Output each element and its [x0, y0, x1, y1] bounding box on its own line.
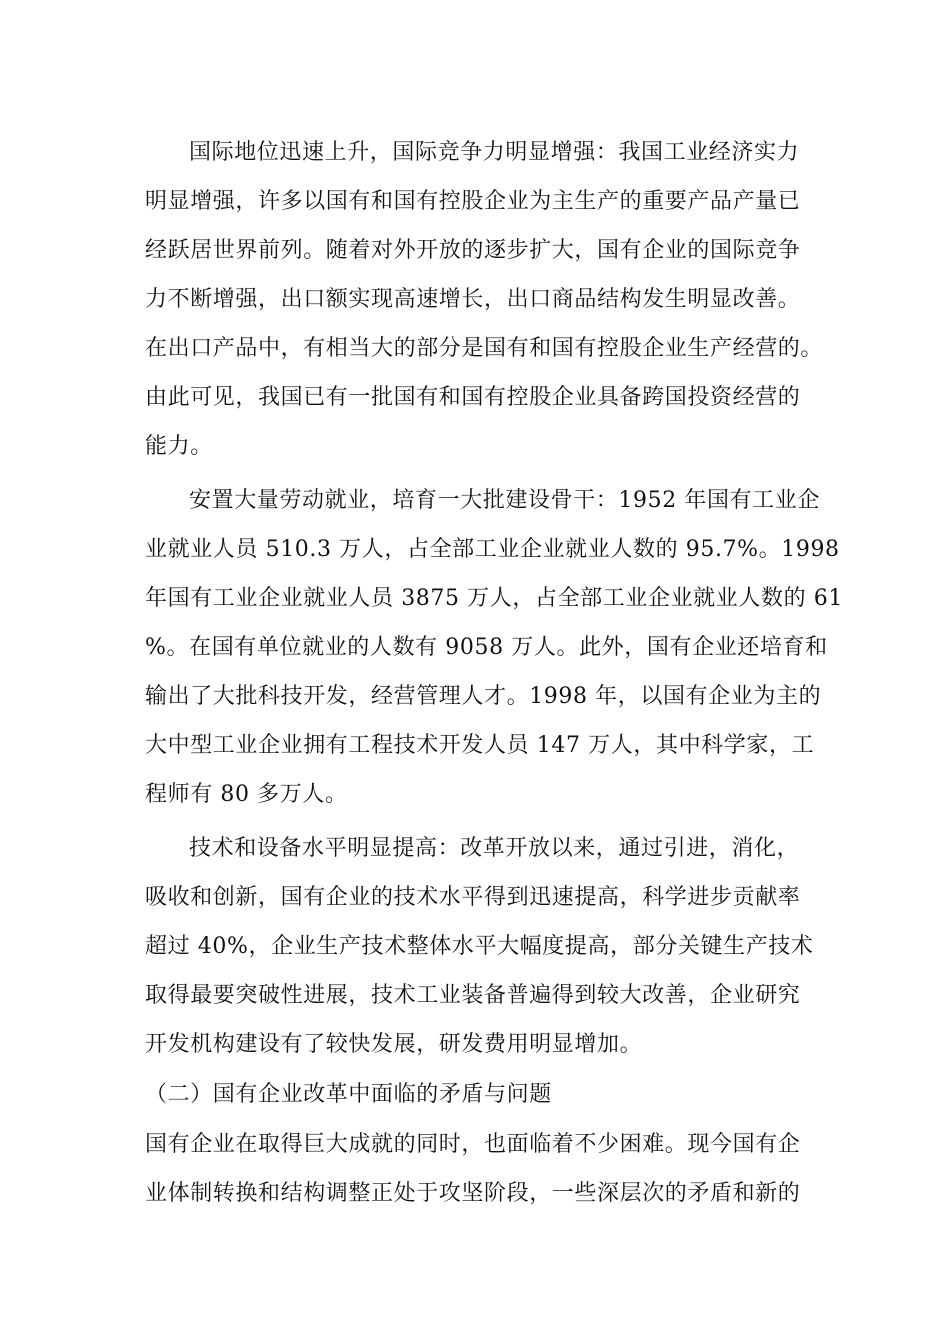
section-heading: （二）国有企业改革中面临的矛盾与问题	[145, 1082, 552, 1107]
paragraph-2-line-7: 程师有 80 多万人。	[145, 782, 348, 807]
paragraph-1-line-3: 经跃居世界前列。随着对外开放的逐步扩大，国有企业的国际竞争	[145, 238, 801, 263]
paragraph-2-line-2: 业就业人员 510.3 万人，占全部工业企业就业人数的 95.7%。1998	[145, 537, 840, 562]
paragraph-4-line-1: 国有企业在取得巨大成就的同时，也面临着不少困难。现今国有企	[145, 1132, 801, 1157]
paragraph-1-line-7: 能力。	[145, 434, 213, 459]
paragraph-2-line-4: %。在国有单位就业的人数有 9058 万人。此外，国有企业还培育和	[145, 635, 828, 660]
paragraph-3-line-1: 技术和设备水平明显提高：改革开放以来，通过引进，消化，	[189, 836, 800, 861]
paragraph-3-line-5: 开发机构建设有了较快发展，研发费用明显增加。	[145, 1032, 643, 1057]
paragraph-1-line-5: 在出口产品中，有相当大的部分是国有和国有控股企业生产经营的。	[145, 336, 824, 361]
paragraph-1-line-2: 明显增强，许多以国有和国有控股企业为主生产的重要产品产量已	[145, 189, 801, 214]
paragraph-2-line-1: 安置大量劳动就业，培育一大批建设骨干：1952 年国有工业企	[189, 488, 820, 513]
paragraph-3-line-2: 吸收和创新，国有企业的技术水平得到迅速提高，科学进步贡献率	[145, 885, 801, 910]
paragraph-1-line-4: 力不断增强，出口额实现高速增长，出口商品结构发生明显改善。	[145, 287, 801, 312]
paragraph-1-line-6: 由此可见，我国已有一批国有和国有控股企业具备跨国投资经营的	[145, 385, 801, 410]
paragraph-2-line-3: 年国有工业企业就业人员 3875 万人，占全部工业企业就业人数的 61	[145, 586, 843, 611]
paragraph-4-line-2: 业体制转换和结构调整正处于攻坚阶段，一些深层次的矛盾和新的	[145, 1181, 801, 1206]
paragraph-2-line-6: 大中型工业企业拥有工程技术开发人员 147 万人，其中科学家，工	[145, 733, 815, 758]
paragraph-3-line-3: 超过 40%，企业生产技术整体水平大幅度提高，部分关键生产技术	[145, 934, 814, 959]
paragraph-1-line-1: 国际地位迅速上升，国际竞争力明显增强：我国工业经济实力	[189, 140, 800, 165]
paragraph-2-line-5: 输出了大批科技开发，经营管理人才。1998 年，以国有企业为主的	[145, 684, 822, 709]
paragraph-3-line-4: 取得最要突破性进展，技术工业装备普遍得到较大改善，企业研究	[145, 983, 801, 1008]
